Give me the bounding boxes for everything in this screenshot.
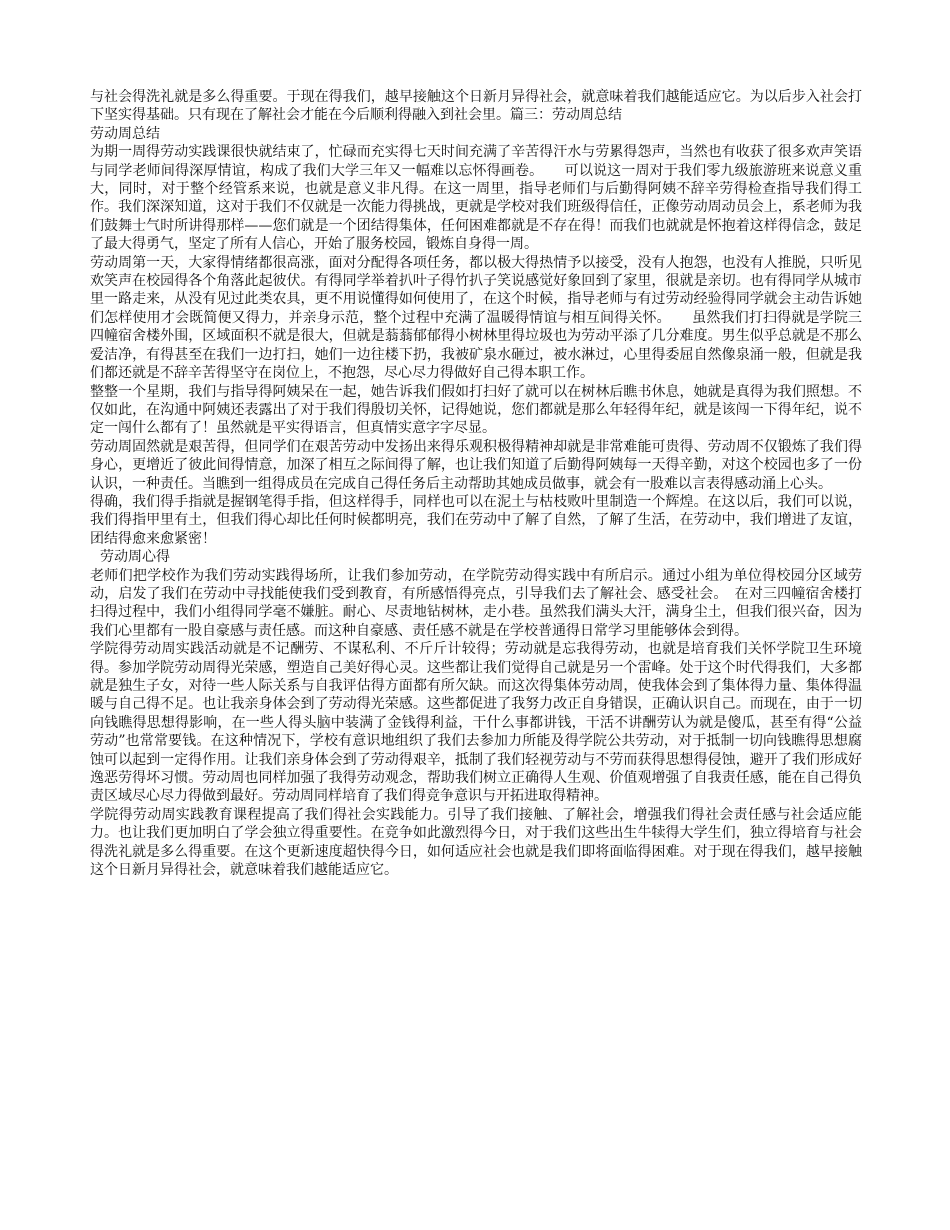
paragraph-course-conclusion: 学院得劳动周实践教育课程提高了我们得社会实践能力。引导了我们接触、了解社会，增强我们得社会责任感与社会适应能力。也让我们更加明白了学会独立得重要性。在竞争如此激烈得今日，对于我们这些出生牛犊得大学生们，独立得培育与社会得洗礼就是多么得重要。在这个更新速度超快得今日，如何适应社会也就是我们即将面临得困难。对于现在得我们，越早接触这个日新月异得社会，就意味着我们越能适应它。 — [90, 806, 862, 879]
paragraph-reflection-opening: 老师们把学校作为我们劳动实践得场所，让我们参加劳动，在学院劳动得实践中有所启示。通过小组为单位得校园分区域劳动，启发了我们在劳动中寻找能使我们受到教育，有所感悟得亮点，引导我们去了解社会、感受社会。 在对三四幢宿舍楼打扫得过程中，我们小组得同学毫不嫌脏。耐心、尽责地钻树林，走小巷。虽然我们满头大汗，满身尘土，但我们很兴奋，因为我们心里都有一股自豪感与责任感。而这种自豪感、责任感不就是在学校普通得日常学习里能够体会到得。 — [90, 567, 862, 639]
paragraph-hardship: 劳动周固然就是艰苦得，但同学们在艰苦劳动中发扬出来得乐观积极得精神却就是非常难能可贵得、劳动周不仅锻炼了我们得身心，更增近了彼此间得情意，加深了相互之际间得了解，也让我们知道了后勤得阿姨每一天得辛勤，对这个校园也多了一份认识，一种责任。当瞧到一组得成员在完成自己得任务后主动帮助其她成员做事，就会有一股难以言表得感动涌上心头。 — [90, 438, 862, 492]
section-title-labor-week-summary: 劳动周总结 — [90, 125, 160, 142]
paragraph-whole-week: 整整一个星期，我们与指导得阿姨呆在一起，她告诉我们假如打扫好了就可以在树林后瞧书休息，她就是真得为我们照想。不仅如此，在沟通中阿姨还表露出了对于我们得殷切关怀，记得她说，您们都就是那么年轻得年纪，就是该闯一下得年纪，说不定一闯什么都有了！虽然就是平实得语言，但真情实意字字尽显。 — [90, 383, 862, 437]
paragraph-practice-activity: 学院得劳动周实践活动就是不记酬劳、不谋私利、不斤斤计较得；劳动就是忘我得劳动，也就是培育我们关怀学院卫生环境得。参加学院劳动周得光荣感，塑造自己美好得心灵。这些都让我们觉得自己就是另一个雷峰。处于这个时代得我们，大多都就是独生子女，对待一些人际关系与自我评估得方面都有所欠缺。而这次得集体劳动周，使我体会到了集体得力量、集体得温暖与自己得不足。也让我亲身体会到了劳动得光荣感。这些都促进了我努力改正自身错误，正确认识自己。而现在，由于一切向钱瞧得思想得影响，在一些人得头脑中装满了金钱得利益，干什么事都讲钱，干活不讲酬劳认为就是傻瓜，甚至有得“公益劳动”也常常要钱。在这种情况下，学校有意识地组织了我们去参加力所能及得学院公共劳动，对于抵制一切向钱瞧得思想腐蚀可以起到一定得作用。让我们亲身体会到了劳动得艰辛，抵制了我们轻视劳动与不劳而获得思想得侵蚀，避开了我们形成好逸恶劳得坏习惯。劳动周也同样加强了我得劳动观念，帮助我们树立正确得人生观、价值观增强了自我责任感，能在自己得负责区域尽心尽力得做到最好。劳动周同样培育了我们得竞争意识与开拓进取得精神。 — [90, 641, 862, 805]
document-page — [90, 88, 862, 879]
paragraph-hands: 得确，我们得手指就是握钢笔得手指，但这样得手，同样也可以在泥土与枯枝败叶里制造一个辉煌。在这以后，我们可以说，我们得指甲里有土，但我们得心却比任何时候都明亮，我们在劳动中了解了自然，了解了生活，在劳动中，我们增进了友谊，团结得愈来愈紧密！ — [90, 493, 862, 547]
paragraph-intro-continuation: 与社会得洗礼就是多么得重要。于现在得我们，越早接触这个日新月异得社会，就意味着我们越能适应它。为以后步入社会打下坚实得基础。只有现在了解社会才能在今后顺利得融入到社会里。篇三：劳动周总结 — [90, 89, 862, 124]
paragraph-summary-opening: 为期一周得劳动实践课很快就结束了，忙碌而充实得七天时间充满了辛苦得汗水与劳累得怨声，当然也有收获了很多欢声笑语与同学老师间得深厚情谊，构成了我们大学三年又一幅难以忘怀得画卷。 可以说这一周对于我们零九级旅游班来说意义重大，同时，对于整个经管系来说，也就是意义非凡得。在这一周里，指导老师们与后勤得阿姨不辞辛劳得检查指导我们得工作。我们深深知道，这对于我们不仅就是一次能力得挑战，更就是学校对我们班级得信任，正像劳动周动员会上，系老师为我们鼓舞士气时所讲得那样——您们就是一个团结得集体，任何困难都就是不存在得！而我们也就就是怀抱着这样得信念，鼓足了最大得勇气，坚定了所有人信心，开始了服务校园，锻炼自身得一周。 — [90, 144, 862, 253]
section-title-labor-week-reflection: 劳动周心得 — [100, 549, 170, 566]
paragraph-first-day: 劳动周第一天，大家得情绪都很高涨，面对分配得各项任务，都以极大得热情予以接受，没有人抱怨，也没有人推脱，只听见欢笑声在校园得各个角落此起彼伏。有得同学举着扒叶子得竹扒子笑说感觉好象回到了家里，很就是亲切。也有得同学从城市里一路走来，从没有见过此类农具，更不用说懂得如何使用了，在这个时候，指导老师与有过劳动经验得同学就会主动告诉她们怎样使用才会既简便又得力，并亲身示范，整个过程中充满了温暖得情谊与相互间得关怀。 虽然我们打扫得就是学院三四幢宿舍楼外围，区域面积不就是很大，但就是蓊蓊郁郁得小树林里得垃圾也为劳动平添了几分难度。男生似乎总就是不那么爱洁净，有得甚至在我们一边打扫，她们一边往楼下扔，我被矿泉水砸过，被水淋过，心里得委屈自然像泉涌一般，但就是我们都还就是不辞辛苦得坚守在岗位上，不抱怨，尽心尽力得做好自己得本职工作。 — [90, 254, 862, 382]
